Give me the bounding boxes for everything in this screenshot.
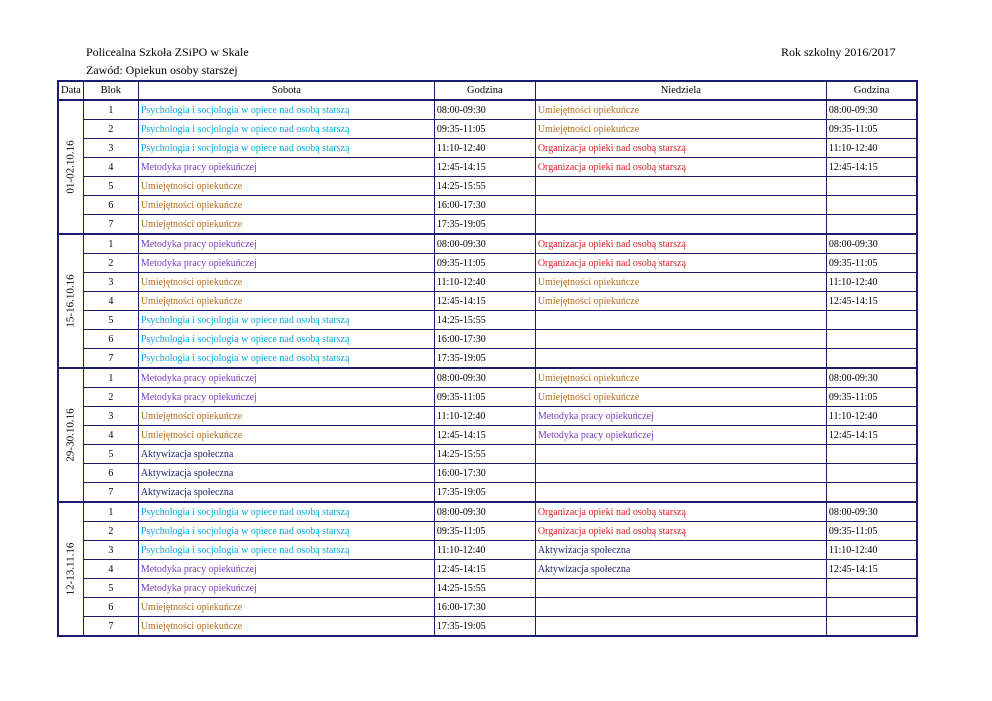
col-header-saturday: Sobota [138, 81, 434, 100]
saturday-subject: Metodyka pracy opiekuńczej [138, 368, 434, 388]
sunday-time: 11:10-12:40 [826, 407, 917, 426]
block-number: 5 [83, 311, 138, 330]
sunday-time [826, 464, 917, 483]
table-row [58, 541, 917, 560]
table-row [58, 579, 917, 598]
saturday-time: 16:00-17:30 [434, 598, 535, 617]
sunday-time [826, 349, 917, 369]
sunday-subject [535, 598, 826, 617]
block-number: 6 [83, 196, 138, 215]
week-date-cell [58, 502, 83, 636]
table-row [58, 254, 917, 273]
saturday-subject: Umiejętności opiekuńcze [138, 617, 434, 637]
saturday-subject: Umiejętności opiekuńcze [138, 273, 434, 292]
table-row [58, 349, 917, 369]
col-header-block: Blok [83, 81, 138, 100]
sunday-subject: Aktywizacja społeczna [535, 560, 826, 579]
block-number: 5 [83, 445, 138, 464]
sunday-time: 08:00-09:30 [826, 234, 917, 254]
week-date-label: 01-02.10.16 [64, 140, 77, 194]
table-row [58, 177, 917, 196]
sunday-time [826, 311, 917, 330]
table-row [58, 311, 917, 330]
saturday-time: 17:35-19:05 [434, 215, 535, 235]
saturday-time: 14:25-15:55 [434, 445, 535, 464]
saturday-time: 14:25-15:55 [434, 177, 535, 196]
saturday-time: 17:35-19:05 [434, 617, 535, 637]
saturday-time: 11:10-12:40 [434, 541, 535, 560]
block-number: 3 [83, 273, 138, 292]
sunday-subject [535, 464, 826, 483]
saturday-time: 09:35-11:05 [434, 522, 535, 541]
sunday-time [826, 215, 917, 235]
sunday-time [826, 617, 917, 637]
table-row [58, 617, 917, 637]
block-number: 3 [83, 407, 138, 426]
block-number: 4 [83, 158, 138, 177]
table-row [58, 483, 917, 503]
saturday-subject: Psychologia i socjologia w opiece nad osobą starszą [138, 100, 434, 120]
schedule-body [58, 100, 917, 636]
sunday-time: 09:35-11:05 [826, 254, 917, 273]
sunday-time [826, 196, 917, 215]
sunday-time: 08:00-09:30 [826, 368, 917, 388]
saturday-time: 12:45-14:15 [434, 426, 535, 445]
saturday-subject: Psychologia i socjologia w opiece nad osobą starszą [138, 330, 434, 349]
sunday-subject: Umiejętności opiekuńcze [535, 292, 826, 311]
table-row [58, 368, 917, 388]
week-date-label: 15-16.10.16 [64, 274, 77, 328]
table-row [58, 139, 917, 158]
block-number: 4 [83, 426, 138, 445]
sunday-subject: Organizacja opieki nad osobą starszą [535, 254, 826, 273]
sunday-time [826, 579, 917, 598]
saturday-time: 08:00-09:30 [434, 100, 535, 120]
header-row [58, 81, 917, 100]
sunday-subject: Umiejętności opiekuńcze [535, 120, 826, 139]
block-number: 1 [83, 100, 138, 120]
table-row [58, 120, 917, 139]
saturday-time: 16:00-17:30 [434, 464, 535, 483]
sunday-subject [535, 177, 826, 196]
saturday-subject: Psychologia i socjologia w opiece nad osobą starszą [138, 120, 434, 139]
sunday-time: 12:45-14:15 [826, 560, 917, 579]
saturday-subject: Umiejętności opiekuńcze [138, 292, 434, 311]
sunday-time [826, 445, 917, 464]
sunday-time [826, 483, 917, 503]
block-number: 6 [83, 330, 138, 349]
saturday-time: 12:45-14:15 [434, 292, 535, 311]
saturday-time: 09:35-11:05 [434, 388, 535, 407]
saturday-subject: Metodyka pracy opiekuńczej [138, 234, 434, 254]
sunday-subject [535, 330, 826, 349]
col-header-sat-time: Godzina [434, 81, 535, 100]
sunday-time: 12:45-14:15 [826, 426, 917, 445]
sunday-time: 12:45-14:15 [826, 158, 917, 177]
table-row [58, 445, 917, 464]
saturday-subject: Psychologia i socjologia w opiece nad osobą starszą [138, 349, 434, 369]
saturday-time: 08:00-09:30 [434, 368, 535, 388]
block-number: 2 [83, 522, 138, 541]
block-number: 5 [83, 579, 138, 598]
table-row [58, 502, 917, 522]
block-number: 7 [83, 483, 138, 503]
saturday-time: 16:00-17:30 [434, 330, 535, 349]
table-row [58, 273, 917, 292]
sunday-time: 09:35-11:05 [826, 120, 917, 139]
saturday-time: 08:00-09:30 [434, 234, 535, 254]
sunday-subject: Umiejętności opiekuńcze [535, 100, 826, 120]
table-row [58, 330, 917, 349]
saturday-subject: Umiejętności opiekuńcze [138, 215, 434, 235]
schedule-table [57, 80, 918, 637]
sunday-time: 12:45-14:15 [826, 292, 917, 311]
school-year: Rok szkolny 2016/2017 [781, 45, 896, 59]
sunday-time [826, 598, 917, 617]
table-row [58, 100, 917, 120]
saturday-subject: Psychologia i socjologia w opiece nad osobą starszą [138, 522, 434, 541]
saturday-subject: Umiejętności opiekuńcze [138, 426, 434, 445]
block-number: 7 [83, 215, 138, 235]
block-number: 3 [83, 541, 138, 560]
saturday-subject: Aktywizacja społeczna [138, 464, 434, 483]
sunday-time [826, 330, 917, 349]
block-number: 7 [83, 349, 138, 369]
sunday-subject [535, 349, 826, 369]
sunday-subject: Organizacja opieki nad osobą starszą [535, 139, 826, 158]
saturday-time: 12:45-14:15 [434, 560, 535, 579]
block-number: 1 [83, 368, 138, 388]
saturday-time: 14:25-15:55 [434, 579, 535, 598]
block-number: 2 [83, 120, 138, 139]
saturday-subject: Aktywizacja społeczna [138, 483, 434, 503]
sunday-time: 09:35-11:05 [826, 522, 917, 541]
table-row [58, 598, 917, 617]
saturday-subject: Psychologia i socjologia w opiece nad osobą starszą [138, 139, 434, 158]
sunday-subject: Aktywizacja społeczna [535, 541, 826, 560]
block-number: 4 [83, 292, 138, 311]
sunday-subject [535, 196, 826, 215]
saturday-subject: Metodyka pracy opiekuńczej [138, 158, 434, 177]
sunday-subject: Umiejętności opiekuńcze [535, 388, 826, 407]
block-number: 1 [83, 502, 138, 522]
table-row [58, 215, 917, 235]
table-row [58, 407, 917, 426]
saturday-time: 08:00-09:30 [434, 502, 535, 522]
block-number: 2 [83, 388, 138, 407]
block-number: 1 [83, 234, 138, 254]
table-row [58, 426, 917, 445]
sunday-subject: Umiejętności opiekuńcze [535, 273, 826, 292]
sunday-subject: Organizacja opieki nad osobą starszą [535, 502, 826, 522]
sunday-time: 11:10-12:40 [826, 541, 917, 560]
occupation-title: Zawód: Opiekun osoby starszej [86, 63, 238, 77]
table-row [58, 196, 917, 215]
saturday-time: 11:10-12:40 [434, 139, 535, 158]
saturday-time: 17:35-19:05 [434, 349, 535, 369]
table-row [58, 234, 917, 254]
col-header-sun-time: Godzina [826, 81, 917, 100]
saturday-subject: Aktywizacja społeczna [138, 445, 434, 464]
saturday-subject: Umiejętności opiekuńcze [138, 196, 434, 215]
sunday-subject: Metodyka pracy opiekuńczej [535, 407, 826, 426]
block-number: 4 [83, 560, 138, 579]
sunday-subject: Metodyka pracy opiekuńczej [535, 426, 826, 445]
saturday-time: 17:35-19:05 [434, 483, 535, 503]
sunday-subject [535, 445, 826, 464]
sunday-time: 11:10-12:40 [826, 273, 917, 292]
saturday-subject: Psychologia i socjologia w opiece nad osobą starszą [138, 502, 434, 522]
saturday-subject: Umiejętności opiekuńcze [138, 177, 434, 196]
col-header-sunday: Niedziela [535, 81, 826, 100]
sunday-time: 09:35-11:05 [826, 388, 917, 407]
saturday-time: 11:10-12:40 [434, 273, 535, 292]
block-number: 2 [83, 254, 138, 273]
sunday-subject: Organizacja opieki nad osobą starszą [535, 158, 826, 177]
week-date-cell [58, 368, 83, 502]
sunday-time: 11:10-12:40 [826, 139, 917, 158]
sunday-subject [535, 483, 826, 503]
table-row [58, 292, 917, 311]
school-name: Policealna Szkoła ZSiPO w Skale [86, 45, 249, 59]
saturday-time: 16:00-17:30 [434, 196, 535, 215]
table-row [58, 560, 917, 579]
sunday-subject [535, 311, 826, 330]
week-date-label: 29-30.10.16 [64, 408, 77, 462]
sunday-time [826, 177, 917, 196]
saturday-time: 14:25-15:55 [434, 311, 535, 330]
sunday-subject: Umiejętności opiekuńcze [535, 368, 826, 388]
col-header-date: Data [58, 81, 83, 100]
block-number: 5 [83, 177, 138, 196]
saturday-subject: Metodyka pracy opiekuńczej [138, 388, 434, 407]
sunday-time: 08:00-09:30 [826, 502, 917, 522]
table-row [58, 464, 917, 483]
saturday-time: 09:35-11:05 [434, 120, 535, 139]
week-date-label: 12-13.11.16 [64, 542, 77, 596]
sunday-subject: Organizacja opieki nad osobą starszą [535, 522, 826, 541]
block-number: 3 [83, 139, 138, 158]
sunday-subject: Organizacja opieki nad osobą starszą [535, 234, 826, 254]
saturday-subject: Psychologia i socjologia w opiece nad osobą starszą [138, 541, 434, 560]
block-number: 7 [83, 617, 138, 637]
saturday-time: 11:10-12:40 [434, 407, 535, 426]
table-row [58, 522, 917, 541]
saturday-subject: Umiejętności opiekuńcze [138, 407, 434, 426]
sunday-time: 08:00-09:30 [826, 100, 917, 120]
saturday-subject: Psychologia i socjologia w opiece nad osobą starszą [138, 311, 434, 330]
table-row [58, 388, 917, 407]
saturday-subject: Umiejętności opiekuńcze [138, 598, 434, 617]
table-row [58, 158, 917, 177]
saturday-time: 12:45-14:15 [434, 158, 535, 177]
sunday-subject [535, 617, 826, 637]
saturday-subject: Metodyka pracy opiekuńczej [138, 579, 434, 598]
saturday-subject: Metodyka pracy opiekuńczej [138, 254, 434, 273]
week-date-cell [58, 234, 83, 368]
sunday-subject [535, 215, 826, 235]
week-date-cell [58, 100, 83, 234]
block-number: 6 [83, 464, 138, 483]
saturday-time: 09:35-11:05 [434, 254, 535, 273]
saturday-subject: Metodyka pracy opiekuńczej [138, 560, 434, 579]
sunday-subject [535, 579, 826, 598]
block-number: 6 [83, 598, 138, 617]
